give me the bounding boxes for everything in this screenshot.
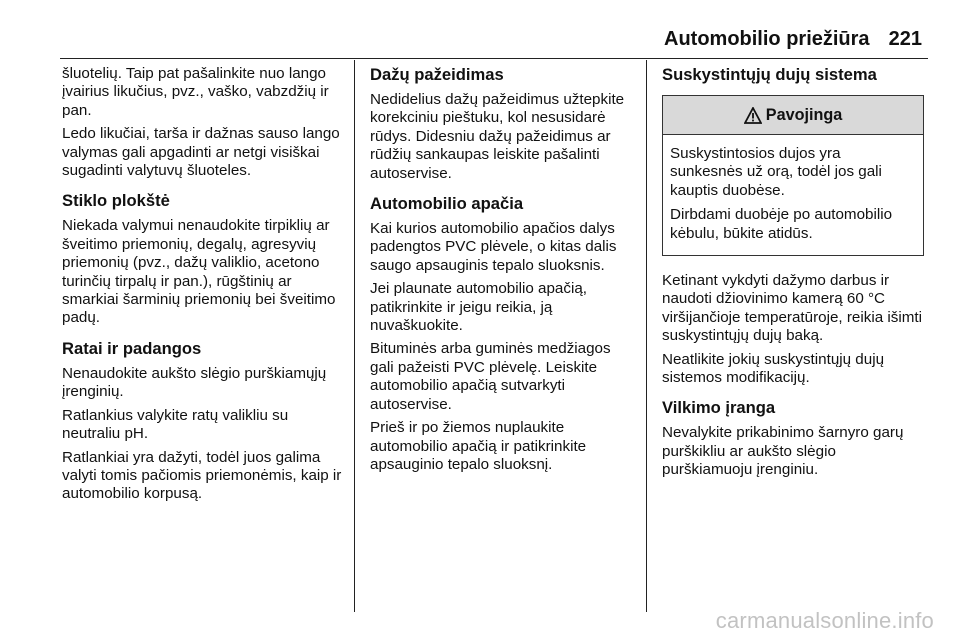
column-1 <box>62 65 348 509</box>
paragraph: Neatlikite jokių suskystintųjų dujų sistemos modifikacijų. <box>662 350 885 387</box>
paragraph: Nevalykite prikabinimo šarnyro garų purškikliu ar aukšto slėgio purškiamuoju įrenginiu. <box>662 424 904 479</box>
warning-header <box>663 96 923 135</box>
paragraph: Nenaudokite aukšto slėgio purškiamųjų įrenginių. <box>62 364 327 401</box>
warning-title: Pavojinga <box>765 105 843 124</box>
section-heading: Suskystintųjų dujų sistema <box>662 65 877 84</box>
section-heading: Vilkimo įranga <box>662 398 776 418</box>
section-heading: Stiklo plokštė <box>62 191 170 211</box>
paragraph: Kai kurios automobilio apačios dalys padengtos PVC plėvele, o kitas dalis saugo apsauginis tepalo sluoksnis. <box>370 220 617 274</box>
column-3 <box>662 65 924 485</box>
paragraph: Bituminės arba guminės medžiagos gali pažeisti PVC plėvelę. Leiskite automobilio apačią sutvarkyti autoservise. <box>370 340 611 413</box>
page-title: Automobilio priežiūra <box>664 28 870 50</box>
paragraph: Dirbdami duobėje po automobilio kėbulu, būkite atidūs. <box>670 206 893 242</box>
page-header <box>658 22 928 58</box>
paragraph: Ledo likučiai, tarša ir dažnas sauso lango valymas gali apgadinti ar netgi visiškai sugadinti valytuvų šluoteles. <box>62 125 340 180</box>
paragraph: Ratlankius valykite ratų valikliu su neutraliu pH. <box>62 406 289 443</box>
paragraph: Ratlankiai yra dažyti, todėl juos galima valyti tomis pačiomis priemonėmis, kaip ir automobilio korpusą. <box>62 448 342 503</box>
warning-box <box>662 95 924 256</box>
section-heading: Ratai ir padangos <box>62 338 202 358</box>
section-heading: Dažų pažeidimas <box>370 65 504 84</box>
paragraph: Prieš ir po žiemos nuplaukite automobilio apačią ir patikrinkite apsauginio tepalo sluoksnį. <box>370 419 587 473</box>
section-heading: Automobilio apačia <box>370 194 524 214</box>
paragraph: Niekada valymui nenaudokite tirpiklių ar šveitimo priemonių, degalų, agresyvių priemonių (pvz., dažų valiklio, acetono turinčių tirpalų ir pan.), rūgštinių ar smarkiai šarminių priemonių bei šveitimo padų. <box>62 217 336 327</box>
paragraph: Jei plaunate automobilio apačią, patikrinkite ir jeigu reikia, ją nuvaškuokite. <box>370 280 587 335</box>
paragraph: Suskystintosios dujos yra sunkesnės už orą, todėl jos gali kauptis duobėse. <box>670 145 882 199</box>
warning-body <box>663 135 923 255</box>
page-number: 221 <box>888 28 922 50</box>
column-divider-1 <box>354 60 355 612</box>
column-divider-2 <box>646 60 647 612</box>
watermark: carmanualsonline.info <box>715 608 934 633</box>
column-2 <box>370 65 636 479</box>
warning-triangle-icon <box>744 107 762 124</box>
paragraph: šluotelių. Taip pat pašalinkite nuo lango įvairius likučius, pvz., vaško, vabzdžių ir pan. <box>62 65 329 119</box>
header-rule <box>60 58 928 59</box>
paragraph: Ketinant vykdyti dažymo darbus ir naudoti džiovinimo kamerą 60 °C viršijančioje temperatūroje, reikia išimti suskystintųjų dujų baką. <box>662 272 922 345</box>
paragraph: Nedidelius dažų pažeidimus užtepkite korekciniu pieštuku, kol nesusidarė rūdys. Didesniu dažų pažeidimus ar rūdžių sankaupas leiskite pašalinti autoservise. <box>370 91 625 182</box>
